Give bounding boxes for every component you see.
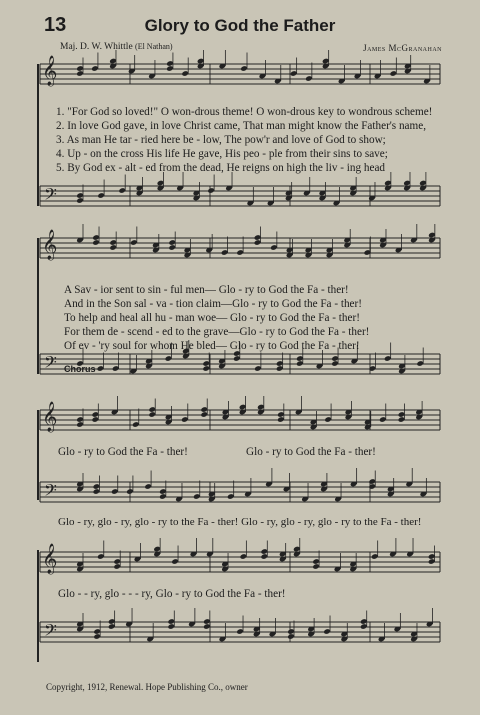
verse-5-line-2: Of ev - 'ry soul for whom He bled— Glo - ry to God the Fa - ther! — [64, 340, 360, 352]
author-alias: (El Nathan) — [135, 42, 173, 51]
verse-5-line-1: 5. By God ex - alt - ed from the dead, He reigns on high the liv - ing head — [56, 162, 386, 174]
chorus-1-treble-clef-icon: 𝄞 — [42, 402, 58, 432]
chorus-2-bass-clef-icon: 𝄢 — [44, 620, 57, 644]
chorus-line-1b: Glo - ry to God the Fa - ther! — [246, 446, 376, 458]
verse-1-line-2: A Sav - ior sent to sin - ful men— Glo - ry to God the Fa - ther! — [64, 284, 349, 296]
verse-3-line-2: To help and heal all hu - man woe— Glo - ry to God the Fa - ther! — [64, 312, 360, 324]
system-2-bass-clef-icon: 𝄢 — [44, 352, 57, 376]
hymn-title: Glory to God the Father — [144, 16, 336, 35]
author-name: Maj. D. W. Whittle — [60, 42, 133, 52]
hymn-number: 13 — [44, 14, 67, 36]
chorus-2-treble-clef-icon: 𝄞 — [42, 544, 58, 574]
verse-1-line-1: 1. "For God so loved!" O won-drous theme! O won-drous key to wondrous scheme! — [56, 106, 433, 118]
verse-2-line-1: 2. In love God gave, in love Christ came, That man might know the Father's name, — [56, 120, 426, 132]
system-2-treble-clef-icon: 𝄞 — [42, 230, 58, 260]
system-1-treble-clef-icon: 𝄞 — [42, 56, 58, 86]
chorus-line-3: Glo - - ry, glo - - - ry, Glo - ry to God the Fa - ther! — [58, 588, 286, 600]
verse-2-line-2: And in the Son sal - va - tion claim—Glo - ry to God the Fa - ther! — [64, 298, 362, 310]
chorus-1-bass-clef-icon: 𝄢 — [44, 480, 57, 504]
verse-4-line-2: For them de - scend - ed to the grave—Glo - ry to God the Fa - ther! — [64, 326, 370, 338]
verse-4-line-1: 4. Up - on the cross His life He gave, His peo - ple from their sins to save; — [56, 148, 388, 160]
composer-credit: James McGranahan — [363, 43, 442, 53]
chorus-line-2: Glo - ry, glo - ry, glo - ry to the Fa - ther! Glo - ry, glo - ry, glo - ry to the Fa - ther! — [58, 516, 422, 528]
system-1-bass-clef-icon: 𝄢 — [44, 184, 57, 208]
verse-3-line-1: 3. As man He tar - ried here be - low, The pow'r and love of God to show; — [56, 134, 386, 146]
copyright-notice: Copyright, 1912, Renewal. Hope Publishing Co., owner — [46, 682, 248, 692]
chorus-label: Chorus — [64, 364, 96, 374]
chorus-line-1a: Glo - ry to God the Fa - ther! — [58, 446, 188, 458]
